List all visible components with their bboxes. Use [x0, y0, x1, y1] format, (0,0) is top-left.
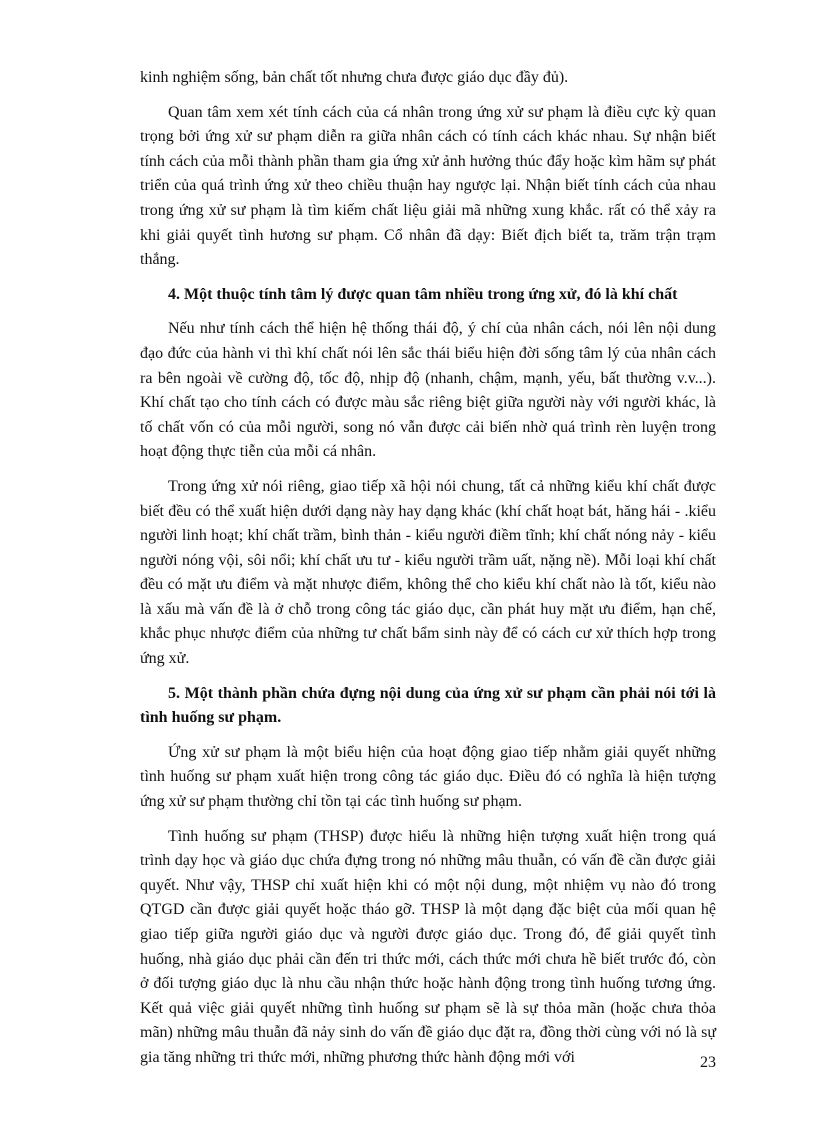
- document-page: [140, 66, 716, 1071]
- paragraph-temperament-types: Trong ứng xử nói riêng, giao tiếp xã hội nói chung, tất cả những kiểu khí chất được biết đều có thể xuất hiện dưới dạng này hay dạng khác (khí chất hoạt bát, hăng hái - .kiểu người linh hoạt; khí chất trầm, bình thản - kiểu người điềm tĩnh; khí chất nóng nảy - kiểu người nóng vội, sôi nổi; khí chất ưu tư - kiểu người trầm uất, nặng nề). Mỗi loại khí chất đều có mặt ưu điểm và mặt nhược điểm, không thể cho kiểu khí chất nào là tốt, kiểu nào là xấu mà vấn đề là ở chỗ trong công tác giáo dục, cần phát huy mặt ưu điểm, hạn chế, khắc phục nhược điểm của những tư chất bẩm sinh này để có cách cư xử thích hợp trong ứng xử.: [140, 477, 716, 668]
- section-heading-5: 5. Một thành phần chứa đựng nội dung của ứng xử sư phạm cần phải nói tới là tình huống sư phạm.: [140, 684, 716, 727]
- paragraph-pedagogical-behavior: Ứng xử sư phạm là một biểu hiện của hoạt động giao tiếp nhằm giải quyết những tình huống sư phạm xuất hiện trong công tác giáo dục. Điều đó có nghĩa là hiện tượng ứng xử sư phạm thường chỉ tồn tại các tình huống sư phạm.: [140, 743, 716, 811]
- section-heading-4: 4. Một thuộc tính tâm lý được quan tâm nhiều trong ứng xử, đó là khí chất: [168, 285, 678, 303]
- paragraph-temperament-definition: Nếu như tính cách thể hiện hệ thống thái độ, ý chí của nhân cách, nói lên nội dung đạo đức của hành vi thì khí chất nói lên sắc thái biểu hiện đời sống tâm lý của nhân cách ra bên ngoài về cường độ, tốc độ, nhịp độ (nhanh, chậm, mạnh, yếu, bất thường v.v...). Khí chất tạo cho tính cách có được màu sắc riêng biệt giữa người này với người khác, là tố chất vốn có của mỗi người, song nó vẫn được cải biến nhờ quá trình rèn luyện trong hoạt động thực tiễn của mỗi cá nhân.: [140, 320, 716, 461]
- paragraph-continuation: kinh nghiệm sống, bản chất tốt nhưng chưa được giáo dục đầy đủ).: [140, 69, 569, 86]
- paragraph-personality: Quan tâm xem xét tính cách của cá nhân trong ứng xử sư phạm là điều cực kỳ quan trọng bởi ứng xử sư phạm diễn ra giữa nhân cách có tính cách khác nhau. Sự nhận biết tính cách của mỗi thành phần tham gia ứng xử ảnh hưởng thúc đẩy hoặc kìm hãm sự phát triển của quá trình ứng xử theo chiều thuận hay ngược lại. Nhận biết tính cách của nhau trong ứng xử sư phạm là tìm kiếm chất liệu giải mã những xung khắc. rất có thể xảy ra khi giải quyết tình hương sư phạm. Cổ nhân đã dạy: Biết địch biết ta, trăm trận trạm thắng.: [140, 103, 716, 269]
- page-number: 23: [700, 1054, 716, 1071]
- paragraph-pedagogical-situation: Tình huống sư phạm (THSP) được hiểu là những hiện tượng xuất hiện trong quá trình dạy học và giáo dục chứa đựng trong nó những mâu thuẫn, có vấn đề cần được giải quyết. Như vậy, THSP chỉ xuất hiện khi có một nội dung, một nhiệm vụ nào đó trong QTGD cần được giải quyết hoặc tháo gỡ. THSP là một dạng đặc biệt của mối quan hệ giao tiếp giữa người giáo dục và người được giáo dục. Trong đó, để giải quyết tình huống, nhà giáo dục phải cần đến tri thức mới, cách thức mới chưa hề biết trước đó, còn ở đối tượng giáo dục là nhu cầu nhận thức hoặc hành động trong tình huống tương ứng. Kết quả việc giải quyết những tình huống sư phạm sẽ là sự thỏa mãn (hoặc chưa thỏa mãn) những mâu thuẫn đã nảy sinh do vấn đề giáo dục đặt ra, đồng thời cùng với nó là sự gia tăng những tri thức mới, những phương thức hành động mới với: [140, 827, 716, 1066]
